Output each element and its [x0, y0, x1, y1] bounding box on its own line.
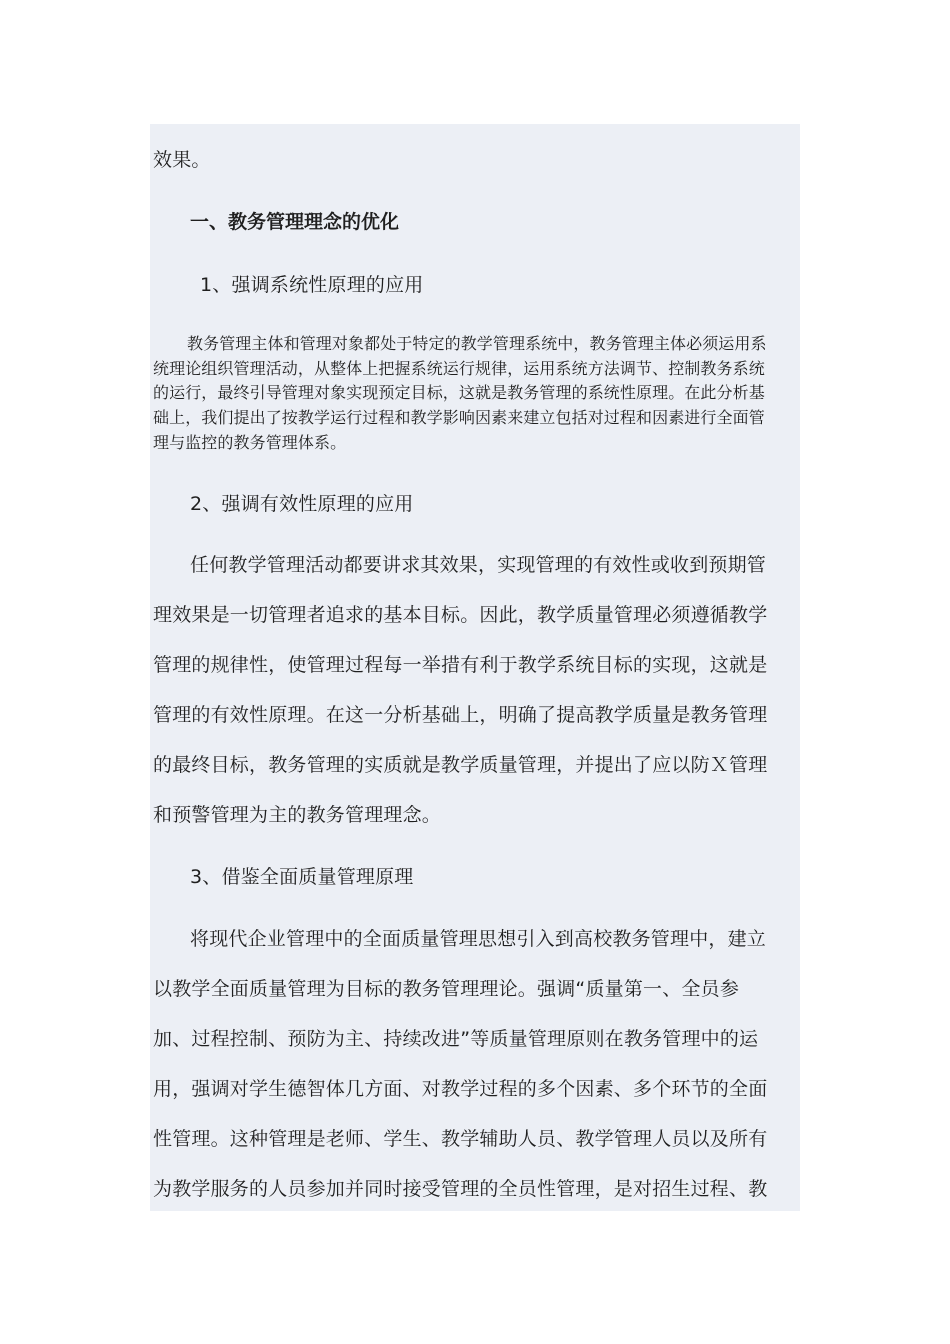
- paragraph-1-line: 统理论组织管理活动，从整体上把握系统运行规律，运用系统方法调节、控制教务系统: [153, 359, 765, 378]
- subheading-3: 3、借鉴全面质量管理原理: [190, 866, 414, 888]
- paragraph-3-line: 用，强调对学生德智体几方面、对教学过程的多个因素、多个环节的全面: [153, 1078, 768, 1100]
- paragraph-1-line: 教务管理主体和管理对象都处于特定的教学管理系统中，教务管理主体必须运用系: [187, 334, 767, 353]
- paragraph-1-line: 理与监控的教务管理体系。: [153, 433, 347, 452]
- paragraph-2-line: 理效果是一切管理者追求的基本目标。因此，教学质量管理必须遵循教学: [153, 604, 768, 626]
- paragraph-3-line: 加、过程控制、预防为主、持续改进”等质量管理原则在教务管理中的运: [153, 1028, 759, 1050]
- paragraph-3-line: 性管理。这种管理是老师、学生、教学辅助人员、教学管理人员以及所有: [153, 1128, 768, 1150]
- paragraph-2-line: 的最终目标，教务管理的实质就是教学质量管理，并提出了应以防Ｘ管理: [153, 754, 768, 776]
- paragraph-3-line: 以教学全面质量管理为目标的教务管理理论。强调“质量第一、全员参: [153, 978, 740, 1000]
- paragraph-1-line: 础上，我们提出了按教学运行过程和教学影响因素来建立包括对过程和因素进行全面管: [153, 408, 765, 427]
- paragraph-3-line: 将现代企业管理中的全面质量管理思想引入到高校教务管理中，建立: [190, 928, 767, 950]
- paragraph-1-line: 的运行，最终引导管理对象实现预定目标，这就是教务管理的系统性原理。在此分析基: [153, 383, 765, 402]
- subheading-1: 1、强调系统性原理的应用: [200, 274, 424, 296]
- paragraph-2-line: 管理的有效性原理。在这一分析基础上，明确了提高教学质量是教务管理: [153, 704, 768, 726]
- paragraph-3-line: 为教学服务的人员参加并同时接受管理的全员性管理，是对招生过程、教: [153, 1178, 768, 1200]
- section-title: 一、教务管理理念的优化: [190, 211, 400, 233]
- subheading-2: 2、强调有效性原理的应用: [190, 493, 414, 515]
- paragraph-2-line: 任何教学管理活动都要讲求其效果，实现管理的有效性或收到预期管: [190, 554, 767, 576]
- paragraph-2-line: 管理的规律性，使管理过程每一举措有利于教学系统目标的实现，这就是: [153, 654, 768, 676]
- paragraph-2-line: 和预警管理为主的教务管理理念。: [153, 804, 442, 826]
- opening-line: 效果。: [153, 149, 211, 171]
